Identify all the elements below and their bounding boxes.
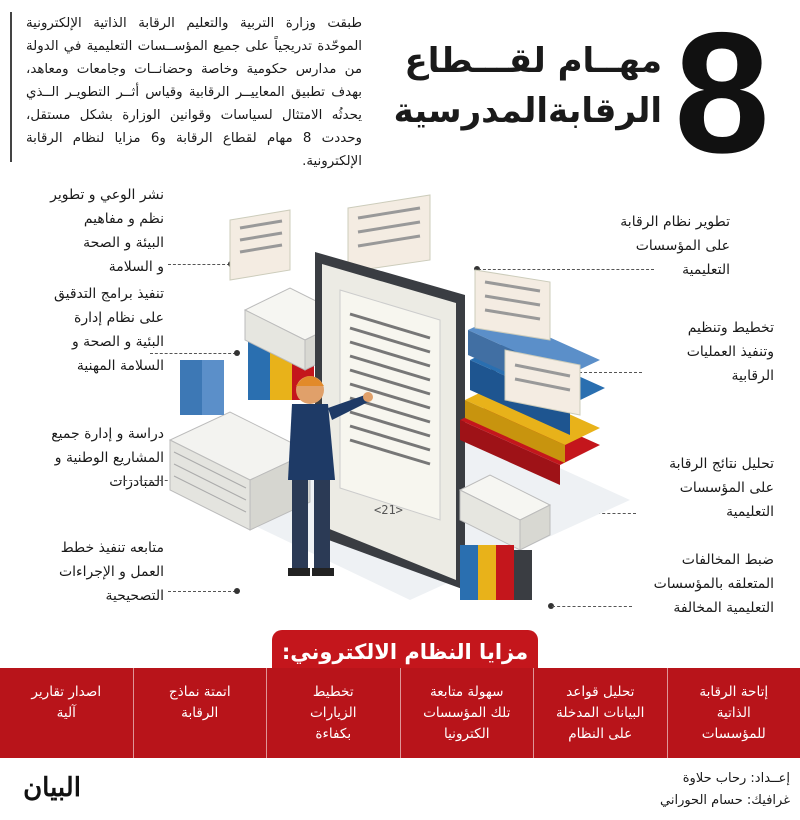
intro-paragraph: طبقت وزارة التربية والتعليم الرقابة الذاتية الإلكترونية الموحّدة تدريجياً على جميع المؤســسات التعليمية في الدولة من مدارس حكومية وخاصة وحضانــات وجامعات ومعاهد، بهدف تطبيق المعاييــر الرقابية وقياس أثــر التطويـر الــذي يحدثُه الامتثال لسياسات وقوانين الوزارة بشكل مستقل، وحددت 8 مهام لقطاع الرقابة و6 مزايا لنظام الرقابة الإلكترونية. — [10, 12, 362, 162]
feature-item-4: تخطيط الزيارات بكفاءة — [266, 668, 400, 758]
albayan-logo — [12, 770, 92, 810]
page-title — [372, 36, 662, 136]
speech-bubble-left — [230, 210, 290, 280]
big-number: 8 — [674, 0, 770, 189]
task-right-1: تطوير نظام الرقابة على المؤسسات التعليمية — [620, 214, 730, 278]
feature-item-2: تحليل قواعد البيانات المدخلة على النظام — [533, 668, 667, 758]
task-left-3: دراسة و إدارة جميع المشاريع الوطنية و المبادرات — [51, 426, 164, 490]
speech-bubble-right — [475, 270, 550, 340]
credit-prepared-by: إعــداد: رحاب حلاوة — [682, 771, 790, 786]
task-left-4: متابعه تنفيذ خطط العمل و الإجراءات التصحيحية — [58, 540, 164, 604]
feature-item-6: اصدار تقارير آلية — [31, 684, 102, 721]
credits — [660, 768, 790, 812]
features-title: مزايا النظام الالكتروني: — [272, 630, 538, 674]
isometric-illustration — [160, 190, 630, 620]
tablet-device — [315, 252, 465, 590]
task-left-1: نشر الوعي و تطوير نظم و مفاهيم البيئة و الصحة و السلامة — [50, 187, 164, 275]
task-left-2: تنفيذ برامج التدقيق على نظام إدارة البئية و الصحة و السلامة المهنية — [53, 286, 164, 374]
features-bar — [0, 668, 800, 758]
credit-graphics-by: غرافيك: حسام الحوراني — [660, 793, 790, 808]
task-right-4: ضبط المخالفات المتعلقه بالمؤسسات التعليمية المخالفة — [653, 552, 774, 616]
speech-bubble-top — [348, 195, 430, 272]
feature-item-3: سهولة متابعة تلك المؤسسات الكترونيا — [400, 668, 534, 758]
title-line-2: الرقابةالمدرسية — [393, 91, 662, 131]
binders-right — [460, 545, 532, 600]
task-right-2: تخطيط وتنظيم وتنفيذ العمليات الرقابية — [686, 320, 774, 384]
task-right-3: تحليل نتائج الرقابة على المؤسسات التعليمية — [669, 456, 774, 520]
tablet-page-number: <21> — [374, 503, 403, 517]
title-line-1: مهــام لقـــطاع — [404, 41, 662, 81]
feature-item-5: اتمتة نماذج الرقابة — [133, 668, 267, 758]
logo-text: البيان — [23, 773, 81, 803]
feature-item-1: إتاحة الرقابة الذاتية للمؤسسات — [667, 668, 800, 758]
